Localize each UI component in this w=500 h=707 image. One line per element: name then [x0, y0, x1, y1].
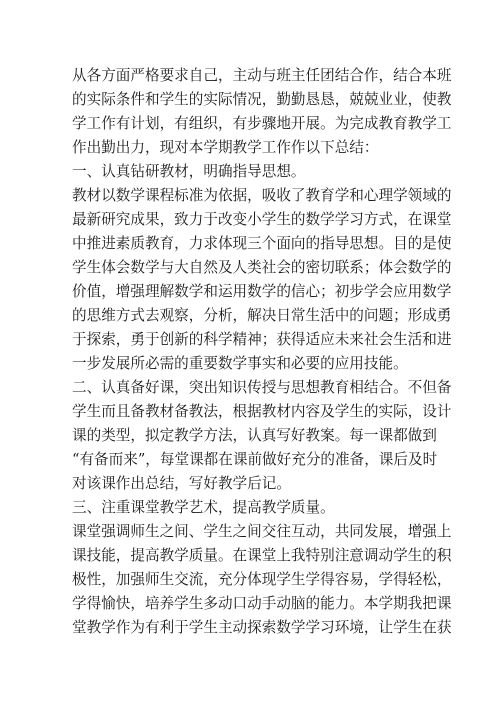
paragraph-line: 于探索，勇于创新的科学精神；获得适应未来社会生活和进 [72, 331, 452, 348]
paragraph-line: 课技能，提高教学质量。在课堂上我特别注意调动学生的积 [72, 547, 452, 564]
paragraph-line: 中推进素质教育，力求体现三个面向的指导思想。目的是使 [72, 235, 452, 252]
paragraph-line: 堂教学作为有利于学生主动探索数学学习环境，让学生在获 [72, 619, 452, 636]
section-heading: 三、注重课堂教学艺术，提高教学质量。 [72, 499, 335, 516]
paragraph-line: 学生体会数学与大自然及人类社会的密切联系；体会数学的 [72, 259, 452, 276]
paragraph-line: 对该课作出总结，写好教学后记。 [72, 475, 291, 492]
paragraph-line: 课堂强调师生之间、学生之间交往互动，共同发展，增强上 [72, 523, 452, 540]
paragraph-line: 从各方面严格要求自己，主动与班主任团结合作，结合本班 [72, 67, 452, 84]
paragraph-line: “有备而来”，每堂课都在课前做好充分的准备，课后及时 [72, 451, 438, 468]
paragraph-line: 最新研究成果，致力于改变小学生的数学学习方式，在课堂 [72, 211, 452, 228]
paragraph-line: 价值，增强理解数学和运用数学的信心；初步学会应用数学 [72, 283, 452, 300]
paragraph-line: 一步发展所必需的重要数学事实和必要的应用技能。 [72, 355, 408, 372]
paragraph-line: 极性，加强师生交流，充分体现学生学得容易，学得轻松， [72, 571, 452, 588]
document-page [72, 64, 452, 640]
paragraph-line: 的思维方式去观察，分析，解决日常生活中的问题；形成勇 [72, 307, 452, 324]
paragraph-line: 作出勤出力，现对本学期教学工作作以下总结： [72, 139, 379, 156]
paragraph-line: 教材以数学课程标准为依据，吸收了教育学和心理学领域的 [72, 187, 452, 204]
paragraph-line: 学工作有计划，有组织，有步骤地开展。为完成教育教学工 [72, 115, 452, 132]
section-heading-line: 二、认真备好课，突出知识传授与思想教育相结合。不但备 [72, 379, 452, 396]
paragraph-line: 的实际条件和学生的实际情况，勤勤恳恳，兢兢业业，使教 [72, 91, 452, 108]
paragraph-line: 学生而且备教材备教法，根据教材内容及学生的实际，设计 [72, 403, 452, 420]
section-heading: 一、认真钻研教材，明确指导思想。 [72, 163, 306, 180]
paragraph-line: 学得愉快，培养学生多动口动手动脑的能力。本学期我把课 [72, 595, 452, 612]
paragraph-line: 课的类型，拟定教学方法，认真写好教案。每一课都做到 [72, 427, 437, 444]
